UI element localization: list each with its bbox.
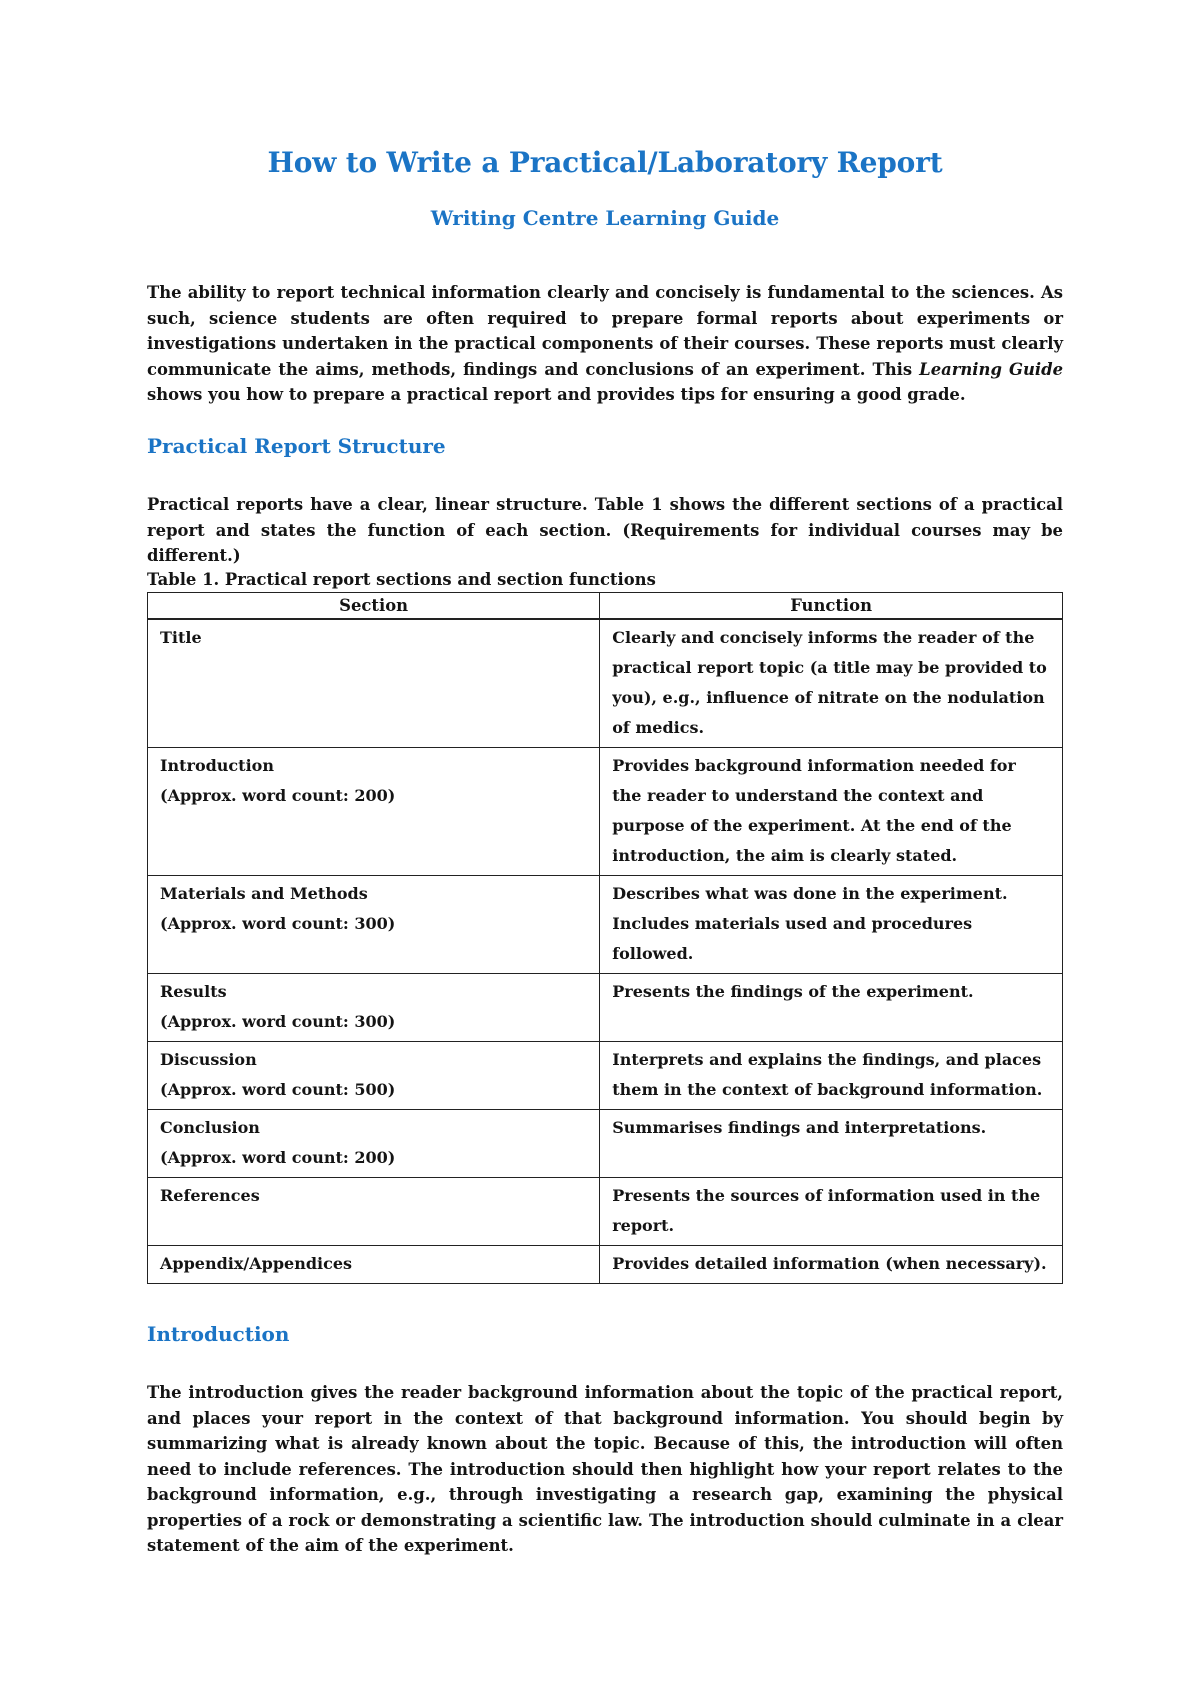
table-row <box>148 876 1063 974</box>
table-row <box>148 748 1063 876</box>
section-word-count: (Approx. word count: 200) <box>160 1148 396 1167</box>
table-cell-function: Describes what was done in the experiment. Includes materials used and procedures followed. <box>600 876 1063 974</box>
intro-text-start: The ability to report technical information clearly and concisely is fundamental to the sciences. As such, science students are often required to prepare formal reports about experiments or investigations undertaken in the practical components of their courses. These reports must clearly communicate the aims, methods, findings and conclusions of an experiment. This <box>147 283 1063 379</box>
table-cell-section <box>148 876 600 974</box>
table-row <box>148 1110 1063 1178</box>
table-row <box>148 1178 1063 1246</box>
table-cell-section <box>148 748 600 876</box>
table-row <box>148 1246 1063 1284</box>
section-name: Results <box>160 982 227 1001</box>
table-caption: Table 1. Practical report sections and section functions <box>147 570 656 589</box>
section-name: Introduction <box>160 756 274 775</box>
structure-paragraph: Practical reports have a clear, linear structure. Table 1 shows the different sections of a practical report and states the function of each section. (Requirements for individual courses may be different.) <box>147 495 1063 565</box>
intro-text-end: shows you how to prepare a practical report and provides tips for ensuring a good grade. <box>147 385 966 404</box>
introduction-paragraph: The introduction gives the reader background information about the topic of the practical report, and places your report in the context of that background information. You should begin by summarizing what is already known about the topic. Because of this, the introduction will often need to include references. The introduction should then highlight how your report relates to the background information, e.g., through investigating a research gap, examining the physical properties of a rock or demonstrating a scientific law. The introduction should culminate in a clear statement of the aim of the experiment. <box>147 1383 1063 1555</box>
section-word-count: (Approx. word count: 300) <box>160 1012 396 1031</box>
section-name: Discussion <box>160 1050 257 1069</box>
table-cell-function: Summarises findings and interpretations. <box>600 1110 1063 1178</box>
table-header-row <box>148 593 1063 620</box>
sections-table <box>147 592 1063 1284</box>
section-heading-introduction: Introduction <box>147 1322 290 1346</box>
table-row <box>148 974 1063 1042</box>
table-cell-function: Clearly and concisely informs the reader of the practical report topic (a title may be provided to you), e.g., influence of nitrate on the nodulation of medics. <box>600 619 1063 748</box>
section-name: Materials and Methods <box>160 884 368 903</box>
section-name: Appendix/Appendices <box>160 1254 353 1273</box>
table-row <box>148 1042 1063 1110</box>
table-cell-function: Provides detailed information (when necessary). <box>600 1246 1063 1284</box>
section-name: References <box>160 1186 260 1205</box>
section-word-count: (Approx. word count: 300) <box>160 914 396 933</box>
document-subtitle: Writing Centre Learning Guide <box>430 206 780 230</box>
table-header-function: Function <box>600 593 1063 620</box>
table-cell-function: Provides background information needed for the reader to understand the context and purpose of the experiment. At the end of the introduction, the aim is clearly stated. <box>600 748 1063 876</box>
table-row <box>148 619 1063 748</box>
table-header-section: Section <box>148 593 600 620</box>
section-heading-structure: Practical Report Structure <box>147 434 446 458</box>
table-cell-function: Presents the findings of the experiment. <box>600 974 1063 1042</box>
table-cell-function: Presents the sources of information used in the report. <box>600 1178 1063 1246</box>
intro-paragraph <box>147 280 1063 408</box>
table-cell-section <box>148 974 600 1042</box>
table-cell-section <box>148 619 600 748</box>
table-cell-function: Interprets and explains the findings, and places them in the context of background information. <box>600 1042 1063 1110</box>
section-word-count: (Approx. word count: 200) <box>160 786 396 805</box>
table-cell-section <box>148 1246 600 1284</box>
section-word-count: (Approx. word count: 500) <box>160 1080 396 1099</box>
table-cell-section <box>148 1042 600 1110</box>
document-title: How to Write a Practical/Laboratory Report <box>267 146 943 179</box>
table-cell-section <box>148 1178 600 1246</box>
section-name: Conclusion <box>160 1118 260 1137</box>
section-name: Title <box>160 628 202 647</box>
table-cell-section <box>148 1110 600 1178</box>
intro-text-italic: Learning Guide <box>919 359 1063 379</box>
table-body <box>148 619 1063 1284</box>
